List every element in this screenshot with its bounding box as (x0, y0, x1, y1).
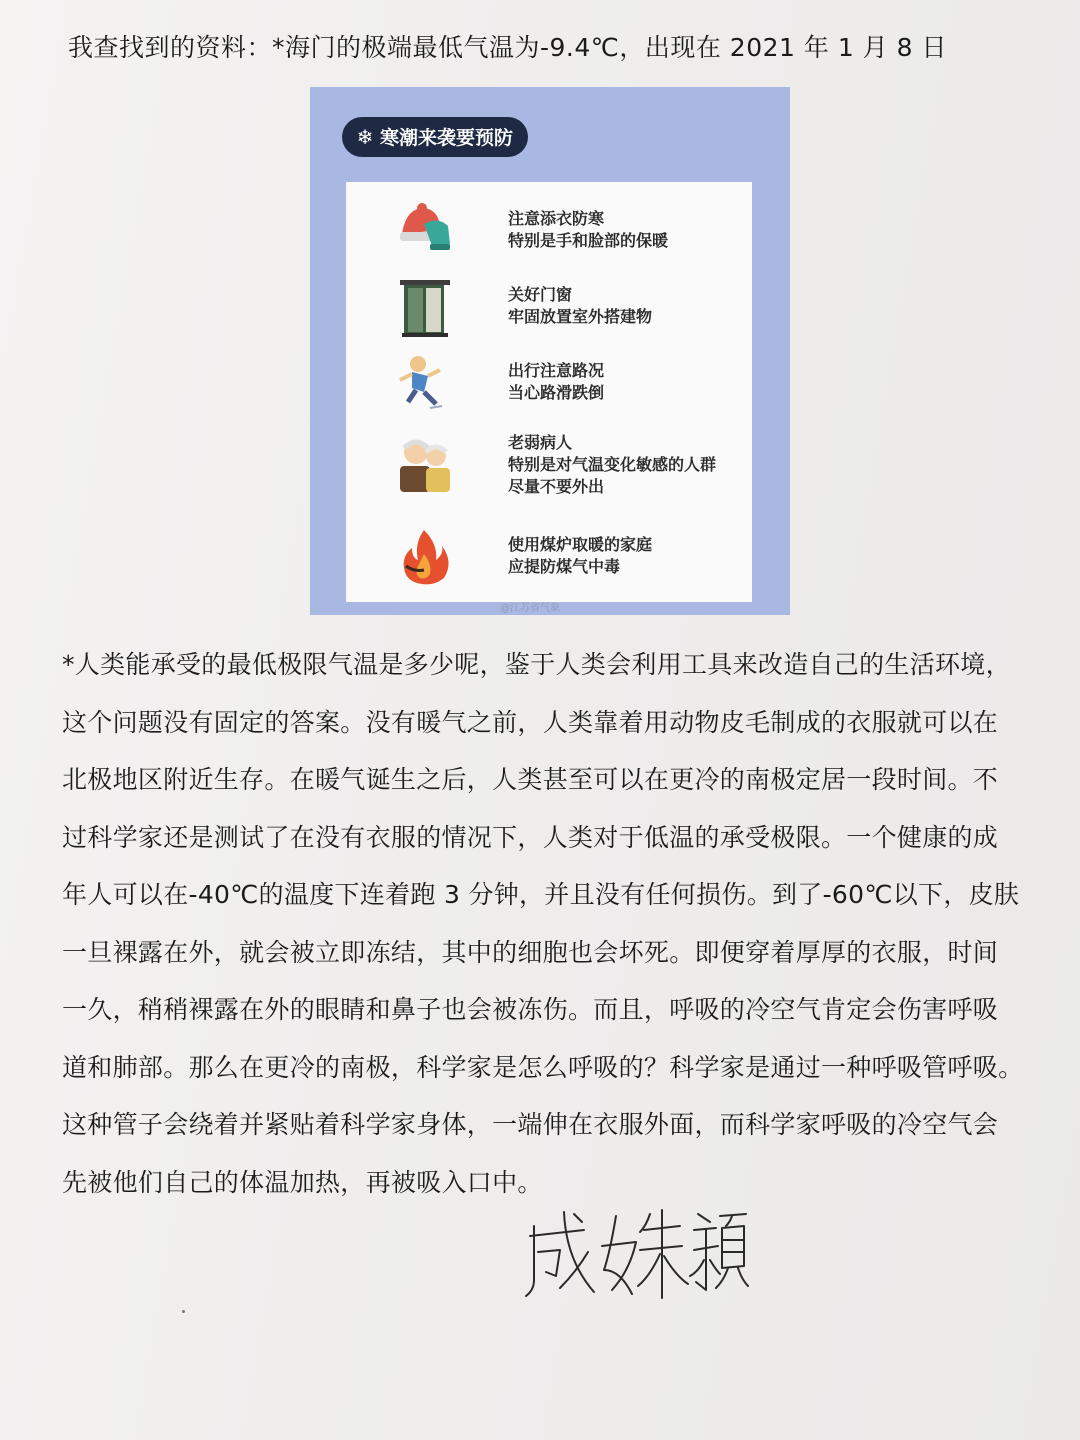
body-paragraph (62, 636, 1052, 1211)
body-line: 北极地区附近生存。在暖气诞生之后，人类甚至可以在更冷的南极定居一段时间。不 (62, 765, 999, 794)
body-line: 过科学家还是测试了在没有衣服的情况下，人类对于低温的承受极限。一个健康的成 (62, 822, 999, 852)
watermark: @江苏省气象 (500, 603, 560, 614)
tip-line: 尽量不要外出 (508, 477, 605, 496)
paper-speck (182, 1310, 185, 1313)
body-line: 年人可以在-40℃的温度下连着跑 3 分钟，并且没有任何损伤。到了-60℃以下，皮肤 (62, 880, 1020, 909)
infographic-title: 寒潮来袭要预防 (380, 127, 514, 149)
hat-mitten-icon (394, 200, 456, 262)
header-line: 我查找到的资料：*海门的极端最低气温为-9.4℃，出现在 2021 年 1 月 8 日 (68, 33, 947, 62)
tip-line: 出行注意路况 (508, 361, 605, 380)
tip-text (508, 208, 668, 252)
tip-text (508, 284, 652, 328)
body-line: 道和肺部。那么在更冷的南极，科学家是怎么呼吸的？科学家是通过一种呼吸管呼吸。 (62, 1052, 1024, 1082)
tip-text (508, 432, 716, 498)
body-line: *人类能承受的最低极限气温是多少呢，鉴于人类会利用工具来改造自己的生活环境， (62, 650, 1011, 679)
window-icon (394, 278, 456, 340)
tip-text (508, 534, 652, 578)
tip-line: 当心路滑跌倒 (508, 383, 605, 402)
tip-line: 应提防煤气中毒 (508, 557, 621, 576)
infographic-card (346, 182, 752, 602)
handwritten-signature (520, 1200, 750, 1310)
tip-line: 关好门窗 (508, 285, 573, 304)
elderly-couple-icon (394, 434, 456, 496)
tip-line: 特别是对气温变化敏感的人群 (508, 455, 717, 474)
body-line: 一旦裸露在外，就会被立即冻结，其中的细胞也会坏死。即便穿着厚厚的衣服，时间 (62, 937, 999, 967)
infographic-image (310, 87, 790, 615)
tip-text (508, 360, 604, 404)
tip-line: 注意添衣防寒 (508, 209, 605, 228)
tip-line: 使用煤炉取暖的家庭 (508, 535, 653, 554)
body-line: 先被他们自己的体温加热，再被吸入口中。 (62, 1167, 543, 1197)
body-line: 这个问题没有固定的答案。没有暖气之前，人类靠着用动物皮毛制成的衣服就可以在 (62, 707, 999, 737)
tip-line: 老弱病人 (508, 433, 573, 452)
tip-line: 特别是手和脸部的保暖 (508, 231, 669, 250)
infographic-title-pill (342, 117, 528, 157)
tip-line: 牢固放置室外搭建物 (508, 307, 653, 326)
body-line: 一久，稍稍裸露在外的眼睛和鼻子也会被冻伤。而且，呼吸的冷空气肯定会伤害呼吸 (62, 995, 999, 1024)
snowflake-icon: ❄ (356, 125, 374, 149)
fire-icon (394, 526, 456, 588)
body-line: 这种管子会绕着并紧贴着科学家身体，一端伸在衣服外面，而科学家呼吸的冷空气会 (62, 1110, 999, 1139)
slipping-person-icon (394, 352, 456, 414)
